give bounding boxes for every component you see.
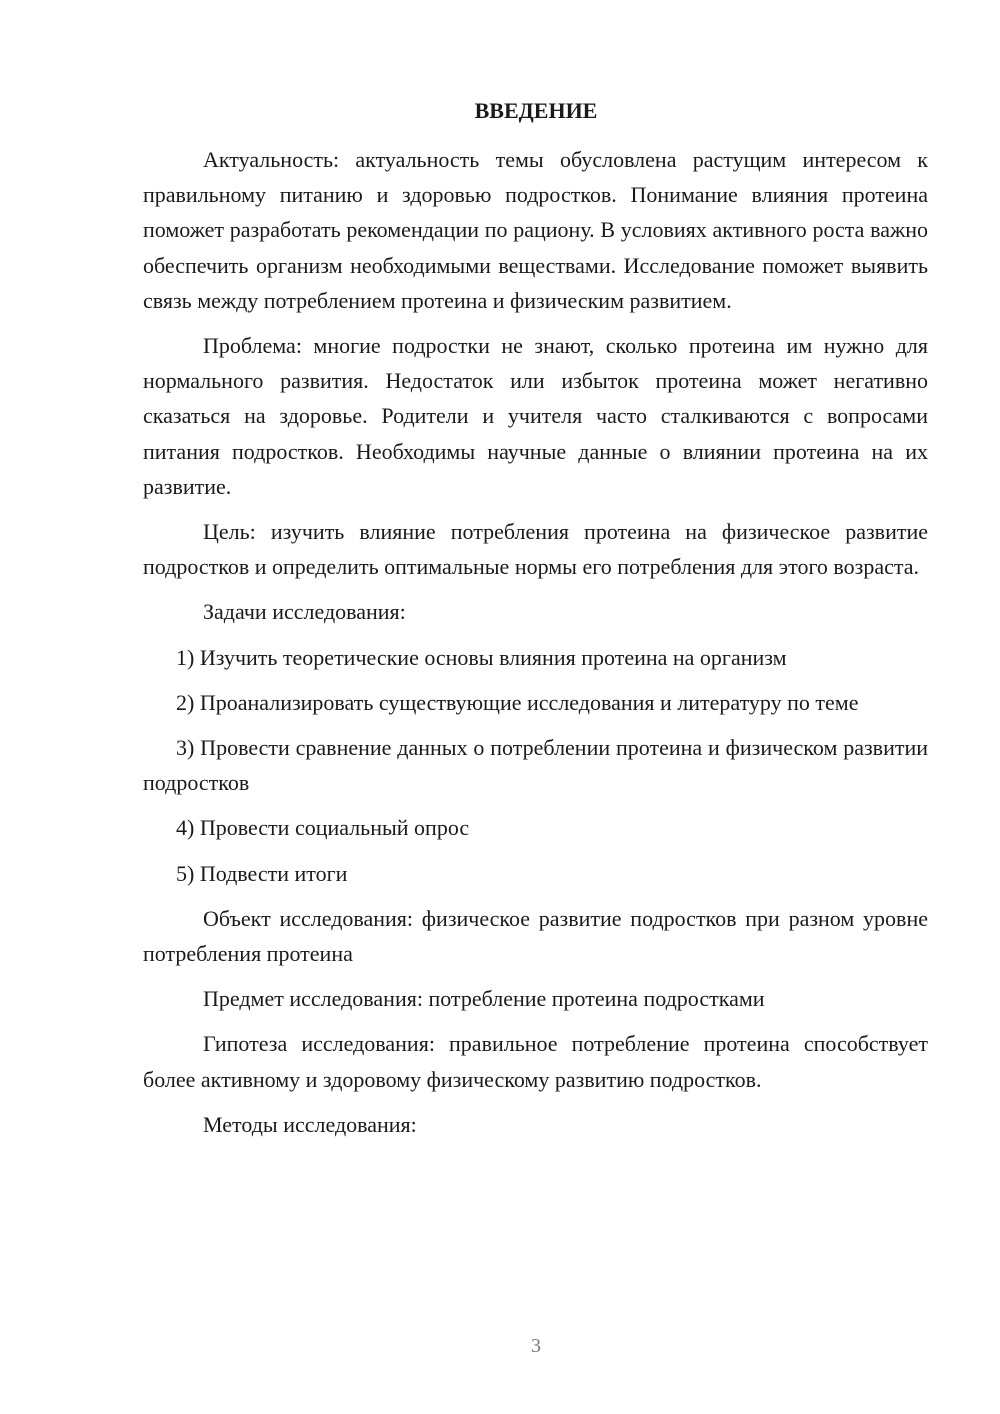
subject-paragraph: Предмет исследования: потребление протеина подростками [203,986,765,1012]
methods-heading: Методы исследования: [203,1111,417,1137]
goal-paragraph: Цель: изучить влияние потребления протеина на физическое развитие подростков и определить оптимальные нормы его потребления для этого возраста. [143,519,928,580]
problem-paragraph: Проблема: многие подростки не знают, сколько протеина им нужно для нормального развития. Недостаток или избыток протеина может негативно сказаться на здоровье. Родители и учителя часто сталкиваются с вопросами питания подростков. Необходимы научные данные о влиянии протеина на их развитие. [143,333,928,499]
object-paragraph: Объект исследования: физическое развитие подростков при разном уровне потребления протеина [143,905,928,967]
page-number: 3 [531,1335,541,1357]
page-title: ВВЕДЕНИЕ [474,98,598,123]
document-body [143,142,928,1152]
list-item: 2) Проанализировать существующие исследования и литературу по теме [176,689,859,715]
list-item: 5) Подвести итоги [176,860,348,886]
tasks-heading: Задачи исследования: [203,599,406,625]
relevance-paragraph: Актуальность: актуальность темы обусловлена растущим интересом к правильному питанию и здоровью подростков. Понимание влияния протеина поможет разработать рекомендации по рациону. В условиях активного роста важно обеспечить организм необходимыми веществами. Исследование поможет выявить связь между потреблением протеина и физическим развитием. [143,147,928,313]
list-item: 4) Провести социальный опрос [176,815,470,841]
list-item: 1) Изучить теоретические основы влияния протеина на организм [176,644,787,670]
list-item: 3) Провести сравнение данных о потреблении протеина и физическом развитии подростков [143,735,928,796]
hypothesis-paragraph: Гипотеза исследования: правильное потребление протеина способствует более активному и здоровому физическому развитию подростков. [143,1031,928,1092]
